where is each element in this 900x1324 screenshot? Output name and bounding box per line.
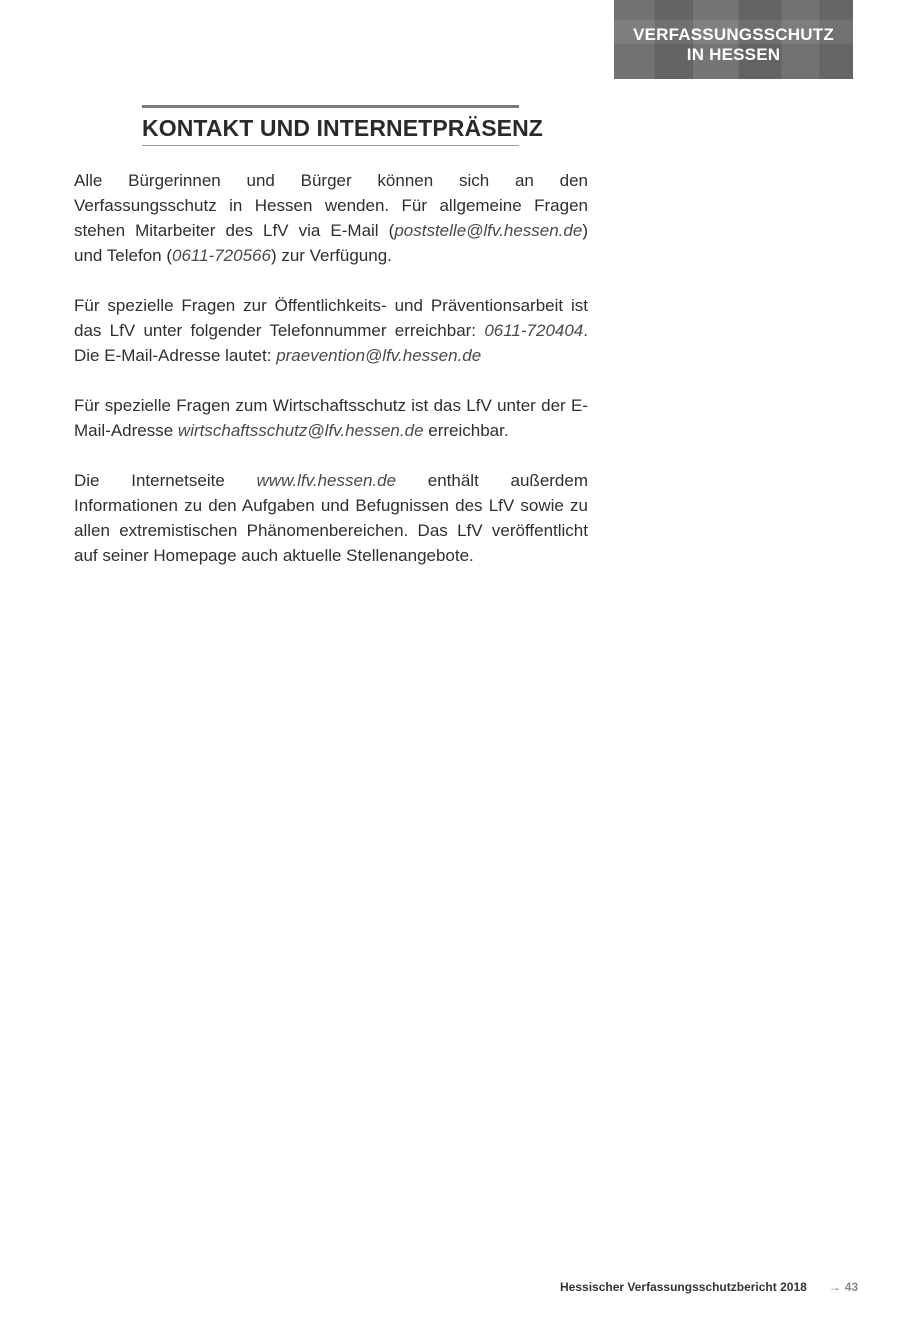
text-segment: erreichbar. xyxy=(423,421,509,440)
phone-general: 0611-720566 xyxy=(171,246,271,265)
paragraph-prevention-contact xyxy=(74,293,588,368)
email-poststelle: poststelle@lfv.hessen.de xyxy=(394,221,583,240)
website-url: www.lfv.hessen.de xyxy=(256,471,397,490)
body-text xyxy=(74,168,588,593)
arrow-right-icon: → xyxy=(828,1280,841,1294)
text-segment: ) und Telefon ( xyxy=(74,221,588,265)
text-segment: Für spezielle Fragen zur Öffentlichkeits- und Präventionsarbeit ist das LfV unter folgender Telefonnummer erreichbar: xyxy=(74,296,588,340)
page-footer xyxy=(560,1280,859,1294)
section-heading: KONTAKT UND INTERNETPRÄSENZ xyxy=(142,105,519,146)
footer-title: Hessischer Verfassungsschutzbericht 2018 xyxy=(560,1280,807,1294)
paragraph-general-contact xyxy=(74,168,588,268)
text-segment: Die Internetseite xyxy=(74,471,257,490)
paragraph-website xyxy=(74,468,588,568)
email-wirtschaftsschutz: wirtschaftsschutz@lfv.hessen.de xyxy=(177,421,424,440)
section-tag xyxy=(614,0,853,79)
phone-prevention: 0611-720404 xyxy=(484,321,584,340)
text-segment: Für spezielle Fragen zum Wirtschaftsschutz ist das LfV unter der E-Mail-Adresse xyxy=(74,396,588,440)
text-segment: enthält außerdem Informationen zu den Aufgaben und Befugnissen des LfV sowie zu allen extremistischen Phänomenbereichen. Das LfV veröffentlicht auf seiner Homepage auch aktuelle Stellenangebote. xyxy=(74,471,589,565)
text-segment: . Die E-Mail-Adresse lautet: xyxy=(74,321,588,365)
email-prevention: praevention@lfv.hessen.de xyxy=(276,346,482,365)
text-segment: Alle Bürgerinnen und Bürger können sich an den Verfassungsschutz in Hessen wenden. Für allgemeine Fragen stehen Mitarbeiter des LfV via E-Mail ( xyxy=(74,171,588,240)
section-tag-line-1: VERFASSUNGSSCHUTZ xyxy=(633,25,834,44)
section-tag-line-2: IN HESSEN xyxy=(686,45,781,64)
paragraph-economic-protection-contact xyxy=(74,393,588,443)
page-number: 43 xyxy=(844,1280,859,1294)
text-segment: ) zur Verfügung. xyxy=(270,246,392,265)
